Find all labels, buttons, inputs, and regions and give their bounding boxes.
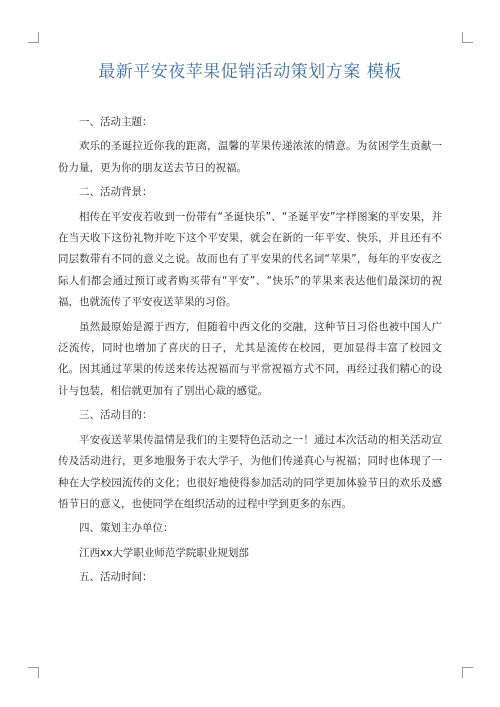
section-heading-organizer: 四、策划主办单位： — [79, 522, 174, 535]
section-heading-background: 二、活动背景： — [79, 186, 153, 199]
paragraph-background-1: 相传在平安夜若收到一份带有“圣诞快乐”、“圣诞平安”字样图案的平安果，并在当天收下这份礼物并吃下这个平安果，就会在新的一年平安、快乐，并且还有不同层数带有不同的意义之说。故而也有了平安果的代名词“苹果”，每年的平安夜之际人们都会通过预订或者购买带有“平安”、“快乐”的苹果来表达他们最深切的祝福，也就流传了平安夜送苹果的习俗。 — [58, 210, 442, 309]
section-heading-time: 五、活动时间： — [79, 571, 153, 584]
crop-mark-top-left — [28, 32, 39, 43]
organizer-name: 江西xx大学职业师范学院职业规划部 — [79, 546, 249, 559]
section-heading-purpose: 三、活动目的： — [79, 409, 153, 422]
paragraph-theme: 欢乐的圣诞拉近你我的距离，温馨的苹果传递浓浓的情意。为贫困学生贡献一份力量，更为你的朋友送去节日的祝福。 — [58, 140, 442, 174]
paragraph-background-2: 虽然最原始是源于西方，但随着中西文化的交融，这种节日习俗也被中国人广泛流传，同时也增加了喜庆的日子，尤其是流传在校园，更加显得丰富了校园文化。因其通过苹果的传送来传达祝福而与平常祝福方式不同，再经过我们精心的设计与包装，相信就更加有了别出心裁的感觉。 — [58, 320, 442, 397]
section-heading-theme: 一、活动主题： — [79, 116, 153, 128]
document-title: 最新平安夜苹果促销活动策划方案 模板 — [98, 62, 402, 82]
crop-mark-bottom-right — [462, 667, 473, 678]
document-body — [58, 112, 442, 592]
paragraph-purpose: 平安夜送苹果传温情是我们的主要特色活动之一！通过本次活动的相关活动宣传及活动进行，更多地服务于农大学子，为他们传递真心与祝福；同时也体现了一种在大学校园流传的文化；也很好地使得参加活动的同学更加体验节日的欢乐及感悟节日的意义，也使同学在组织活动的过程中学到更多的东西。 — [58, 433, 442, 510]
crop-mark-bottom-left — [28, 667, 39, 678]
crop-mark-top-right — [462, 32, 473, 43]
